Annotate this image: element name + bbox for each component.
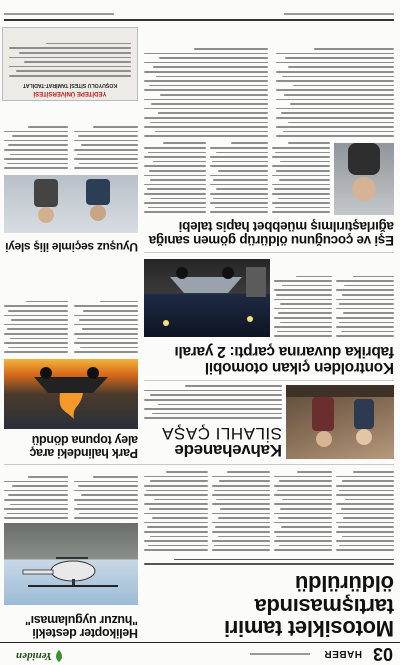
story-uyusuz (4, 241, 138, 253)
story-motosiklet (144, 572, 394, 639)
esi-col-lower-1 (276, 48, 394, 137)
meeting-icon (4, 175, 138, 233)
motosiklet-col-1 (336, 471, 394, 551)
headline-motosiklet-3: öldürüldü (295, 571, 394, 597)
story-kontrol (144, 343, 394, 375)
motosiklet-col-4 (144, 471, 208, 551)
divider-2 (144, 380, 394, 381)
logo-leaf-icon (54, 649, 64, 663)
helicopter-icon (4, 523, 138, 605)
headline-kahvehane-1: Kahvehanede (174, 441, 282, 460)
logo-text: Yeniden (15, 650, 52, 662)
story-park (4, 434, 138, 460)
esi-col-1 (272, 143, 330, 214)
helikopter-col-1 (74, 476, 138, 519)
ilan-box (2, 27, 138, 101)
crash-car-icon (144, 259, 270, 337)
headline-esi-1: Eşi ve çocuğunu öldürüp gömen sanığa (149, 233, 394, 248)
headline-park-1: Park halindeki araç (29, 446, 138, 460)
photo-esi (334, 143, 394, 215)
park-body-2 (4, 301, 68, 353)
motosiklet-deck (144, 559, 394, 565)
kahvehane-body (144, 385, 282, 419)
footer-rule (4, 20, 394, 22)
headline-kahvehane-2: SİLAHLI ÇAŞA (161, 423, 282, 443)
ilan-heading-1: YEDİTEPE ÜNİVERSİTESİ (33, 90, 107, 96)
esi-col-2 (210, 143, 268, 214)
page-number: 03 (372, 644, 393, 664)
photo-kahvehane (286, 385, 394, 459)
people-icon (286, 385, 394, 459)
photo-helicopter (4, 523, 138, 605)
motosiklet-col-3 (212, 471, 270, 551)
esi-col-3 (144, 143, 206, 214)
footer-line-right (4, 13, 114, 15)
headline-motosiklet-1: Motosiklet tamiri (224, 616, 394, 641)
car-fire-icon (4, 359, 138, 429)
uyusuz-col-1 (74, 126, 138, 169)
story-helikopter (4, 614, 138, 640)
logo (16, 649, 64, 663)
headline-helikopter-1: Helikopter destekli (32, 626, 138, 640)
photo-park-fire (4, 359, 138, 429)
divider-1 (4, 464, 394, 465)
divider-3 (144, 252, 394, 253)
date-line (250, 653, 310, 655)
story-kahvehane (144, 424, 282, 459)
story-esi (144, 219, 394, 247)
photo-kontrol-crash (144, 259, 270, 337)
kontrol-col-1 (336, 276, 394, 337)
headline-esi-2: ağırlaştırılmış müebbet hapis talebi (178, 219, 394, 235)
ilan-heading-2: KOŞUYOLU SİTESİ TAMİRAT-TADİLAT (22, 81, 118, 88)
kontrol-col-2 (274, 276, 332, 337)
motosiklet-col-2 (274, 471, 332, 551)
headline-park-2: aley topuna döndü (31, 433, 138, 448)
uyusuz-col-2 (4, 126, 68, 169)
photo-uyusuz (4, 175, 138, 233)
masthead (0, 642, 400, 665)
park-body-1 (74, 301, 138, 353)
headline-kontrol-1: Kontrolden çıkan otomobil (205, 359, 394, 376)
footer-line-left (284, 13, 394, 15)
headline-uyusuz: Uyuşuz seçimle iliş sleyi (5, 240, 138, 254)
section-label: HABER (323, 648, 362, 659)
portrait-icon (334, 143, 394, 215)
helikopter-col-2 (4, 476, 68, 519)
headline-helikopter-2: "huzur uygulaması" (25, 613, 138, 628)
headline-motosiklet-2: tartışmasında (254, 593, 394, 619)
esi-col-lower-2 (144, 48, 268, 137)
headline-kontrol-2: fabrika duvarına çarptı: 2 yaralı (174, 343, 394, 361)
